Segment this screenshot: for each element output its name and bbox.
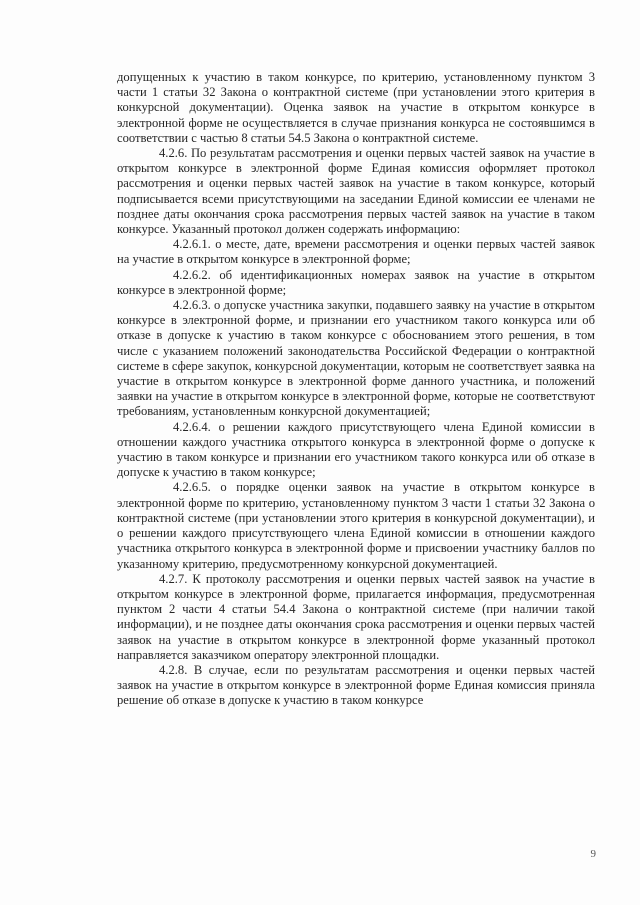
paragraph-4-2-6-5: 4.2.6.5. о порядке оценки заявок на участие в открытом конкурсе в электронной форме по критерию, установленному пунктом 3 части 1 статьи 32 Закона о контрактной системе (при установлении этого критерия в конкурсной документации), и о решении каждого присутствующего члена Единой комиссии в отношении каждого участника открытого конкурса в электронной форме и присвоении участнику баллов по указанному критерию, предусмотренному конкурсной документацией. xyxy=(117,480,595,571)
page-number: 9 xyxy=(590,848,596,860)
paragraph-4-2-7: 4.2.7. К протоколу рассмотрения и оценки первых частей заявок на участие в открытом конкурсе в электронной форме, прилагается информация, предусмотренная пунктом 2 части 4 статьи 54.4 Закона о контрактной системе (при наличии такой информации), и не позднее даты окончания срока рассмотрения и оценки первых частей заявок на участие в открытом конкурсе в электронной форме указанный протокол направляется заказчиком оператору электронной площадки. xyxy=(117,571,595,662)
paragraph-4-2-6-2: 4.2.6.2. об идентификационных номерах заявок на участие в открытом конкурсе в электронной форме; xyxy=(117,267,595,297)
paragraph-4-2-8: 4.2.8. В случае, если по результатам рассмотрения и оценки первых частей заявок на участие в открытом конкурсе в электронной форме Единая комиссия приняла решение об отказе в допуске к участию в таком конкурсе xyxy=(117,662,595,708)
paragraph-4-2-6-4: 4.2.6.4. о решении каждого присутствующего члена Единой комиссии в отношении каждого участника открытого конкурса в электронной форме о допуске к участию в таком конкурсе и признании его участником такого конкурса или об отказе в допуске к участию в таком конкурсе; xyxy=(117,419,595,480)
paragraph-4-2-6: 4.2.6. По результатам рассмотрения и оценки первых частей заявок на участие в открытом конкурсе в электронной форме Единая комиссия оформляет протокол рассмотрения и оценки первых частей заявок на участие в таком конкурсе, который подписывается всеми присутствующими на заседании Единой комиссии ее членами не позднее даты окончания срока рассмотрения первых частей заявок на участие в таком конкурсе. Указанный протокол должен содержать информацию: xyxy=(117,146,595,237)
document-body xyxy=(117,70,595,709)
paragraph-4-2-6-1: 4.2.6.1. о месте, дате, времени рассмотрения и оценки первых частей заявок на участие в открытом конкурсе в электронной форме; xyxy=(117,237,595,267)
paragraph-continuation: допущенных к участию в таком конкурсе, по критерию, установленному пунктом 3 части 1 статьи 32 Закона о контрактной системе (при установлении этого критерия в конкурсной документации). Оценка заявок на участие в открытом конкурсе в электронной форме не осуществляется в случае признания конкурса не состоявшимся в соответствии с частью 8 статьи 54.5 Закона о контрактной системе. xyxy=(117,70,595,145)
paragraph-4-2-6-3: 4.2.6.3. о допуске участника закупки, подавшего заявку на участие в открытом конкурсе в электронной форме, и признании его участником такого конкурса или об отказе в допуске к участию в таком конкурсе с обоснованием этого решения, в том числе с указанием положений законодательства Российской Федерации о контрактной системе в сфере закупок, конкурсной документации, которым не соответствует заявка на участие в открытом конкурсе в электронной форме данного участника, и положений заявки на участие в открытом конкурсе в электронной форме, которые не соответствуют требованиям, установленным конкурсной документацией; xyxy=(117,298,595,419)
